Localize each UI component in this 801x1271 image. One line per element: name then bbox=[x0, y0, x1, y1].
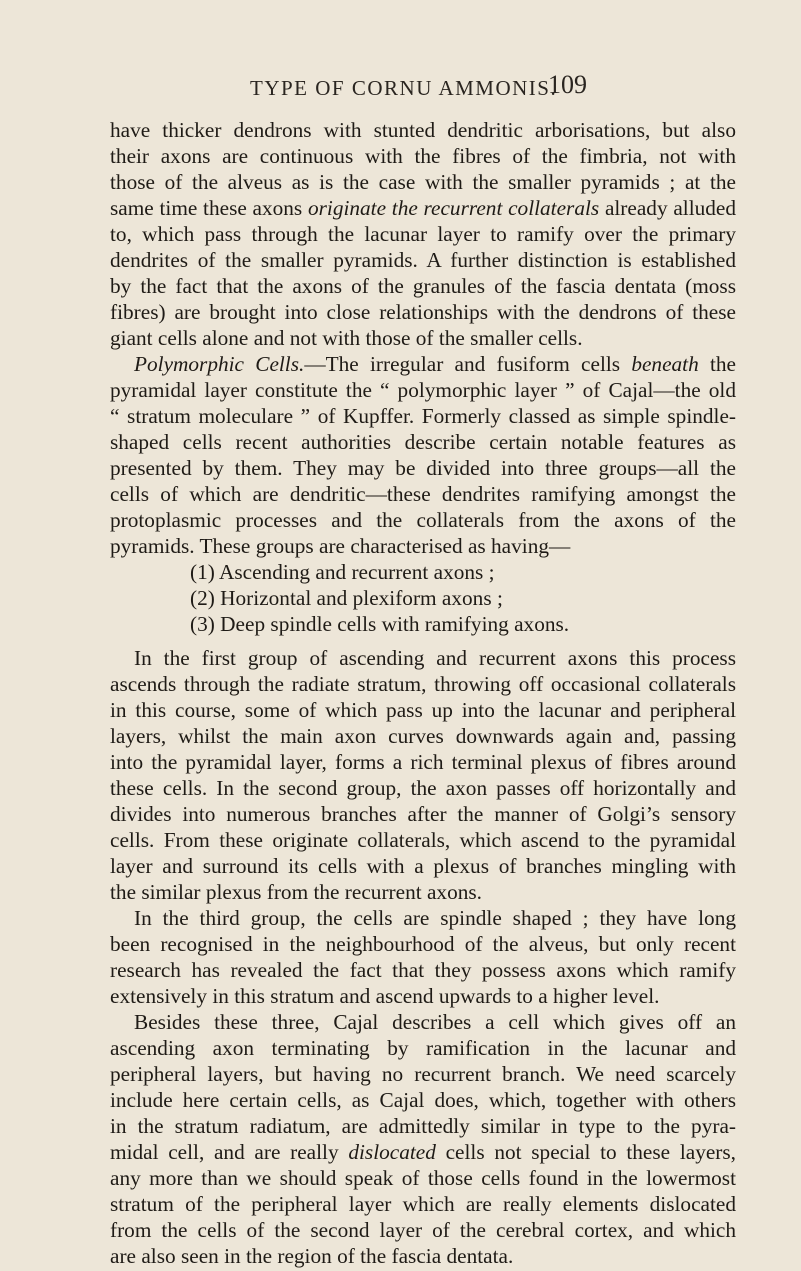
list-item: (2) Horizontal and plexiform axons ; bbox=[190, 586, 503, 610]
text-line bbox=[110, 1139, 736, 1165]
text-line: In the first group of ascending and recurrent axons this process bbox=[134, 646, 736, 670]
text-line: In the third group, the cells are spindle shaped ; they have long bbox=[134, 906, 736, 930]
text-line: from the cells of the second layer of the cerebral cortex, and which bbox=[110, 1218, 736, 1242]
text-run: the bbox=[709, 352, 737, 376]
text-line: these cells. In the second group, the axon passes off horizontally and bbox=[110, 776, 736, 800]
text-line: Besides these three, Cajal describes a cell which gives off an bbox=[134, 1010, 736, 1034]
text-line: been recognised in the neighbourhood of the alveus, but only recent bbox=[110, 932, 736, 956]
text-line: ascends through the radiate stratum, throwing off occasional collaterals bbox=[110, 672, 736, 696]
text-line: to, which pass through the lacunar layer to ramify over the primary bbox=[110, 222, 736, 246]
text-line: fibres) are brought into close relationships with the dendrons of these bbox=[110, 300, 736, 324]
text-line: peripheral layers, but having no recurrent branch. We need scarcely bbox=[110, 1062, 736, 1086]
text-line: stratum of the peripheral layer which are really elements dislocated bbox=[110, 1192, 736, 1216]
italic-word: beneath bbox=[631, 352, 699, 376]
text-run: midal cell, and are really bbox=[110, 1140, 339, 1164]
text-line: shaped cells recent authorities describe certain notable features as bbox=[110, 430, 736, 454]
running-title: TYPE OF CORNU AMMONIS. bbox=[250, 76, 558, 100]
text-line: in this course, some of which pass up into the lacunar and peripheral bbox=[110, 698, 736, 722]
text-line: layers, whilst the main axon curves downwards again and, passing bbox=[110, 724, 736, 748]
text-line: presented by them. They may be divided into three groups—all the bbox=[110, 456, 736, 480]
text-line: pyramids. These groups are characterised as having— bbox=[110, 534, 571, 558]
text-line: giant cells alone and not with those of the smaller cells. bbox=[110, 326, 583, 350]
list-item: (3) Deep spindle cells with ramifying axons. bbox=[190, 612, 570, 636]
section-heading-line bbox=[134, 351, 736, 377]
italic-phrase: originate the recurrent collaterals bbox=[307, 196, 600, 220]
text-line: pyramidal layer constitute the “ polymorphic layer ” of Cajal—the old bbox=[110, 378, 736, 402]
text-line bbox=[110, 195, 736, 221]
text-line: research has revealed the fact that they possess axons which ramify bbox=[110, 958, 736, 982]
text-line: their axons are continuous with the fibres of the fimbria, not with bbox=[110, 144, 736, 168]
text-run: same time these axons bbox=[110, 196, 303, 220]
text-run: cells not special to these layers, bbox=[445, 1140, 737, 1164]
text-line: are also seen in the region of the fascia dentata. bbox=[110, 1244, 514, 1268]
text-line: “ stratum moleculare ” of Kupffer. Formerly classed as simple spindle- bbox=[110, 404, 736, 428]
text-line: by the fact that the axons of the granules of the fascia dentata (moss bbox=[110, 274, 736, 298]
text-line: layer and surround its cells with a plexus of branches mingling with bbox=[110, 854, 736, 878]
text-line: in the stratum radiatum, are admittedly similar in type to the pyra- bbox=[110, 1114, 736, 1138]
text-line: protoplasmic processes and the collaterals from the axons of the bbox=[110, 508, 736, 532]
text-line: extensively in this stratum and ascend upwards to a higher level. bbox=[110, 984, 660, 1008]
text-line: ascending axon terminating by ramification in the lacunar and bbox=[110, 1036, 736, 1060]
text-run: already alluded bbox=[604, 196, 737, 220]
page-number: 109 bbox=[548, 70, 587, 99]
list-item: (1) Ascending and recurrent axons ; bbox=[190, 560, 495, 584]
text-line: those of the alveus as is the case with the smaller pyramids ; at the bbox=[110, 170, 736, 194]
page-header bbox=[0, 70, 801, 116]
section-heading: Polymorphic Cells. bbox=[134, 352, 305, 376]
text-line: into the pyramidal layer, forms a rich terminal plexus of fibres around bbox=[110, 750, 736, 774]
text-line: divides into numerous branches after the manner of Golgi’s sensory bbox=[110, 802, 736, 826]
text-line: any more than we should speak of those cells found in the lowermost bbox=[110, 1166, 736, 1190]
italic-word: dislocated bbox=[348, 1140, 436, 1164]
text-line: have thicker dendrons with stunted dendritic arborisations, but also bbox=[110, 118, 736, 142]
text-run: —The irregular and fusiform cells bbox=[304, 352, 621, 376]
text-line: include here certain cells, as Cajal does, which, together with others bbox=[110, 1088, 736, 1112]
text-line: cells. From these originate collaterals, which ascend to the pyramidal bbox=[110, 828, 736, 852]
text-line: dendrites of the smaller pyramids. A further distinction is established bbox=[110, 248, 736, 272]
text-line: the similar plexus from the recurrent axons. bbox=[110, 880, 482, 904]
text-line: cells of which are dendritic—these dendrites ramifying amongst the bbox=[110, 482, 736, 506]
